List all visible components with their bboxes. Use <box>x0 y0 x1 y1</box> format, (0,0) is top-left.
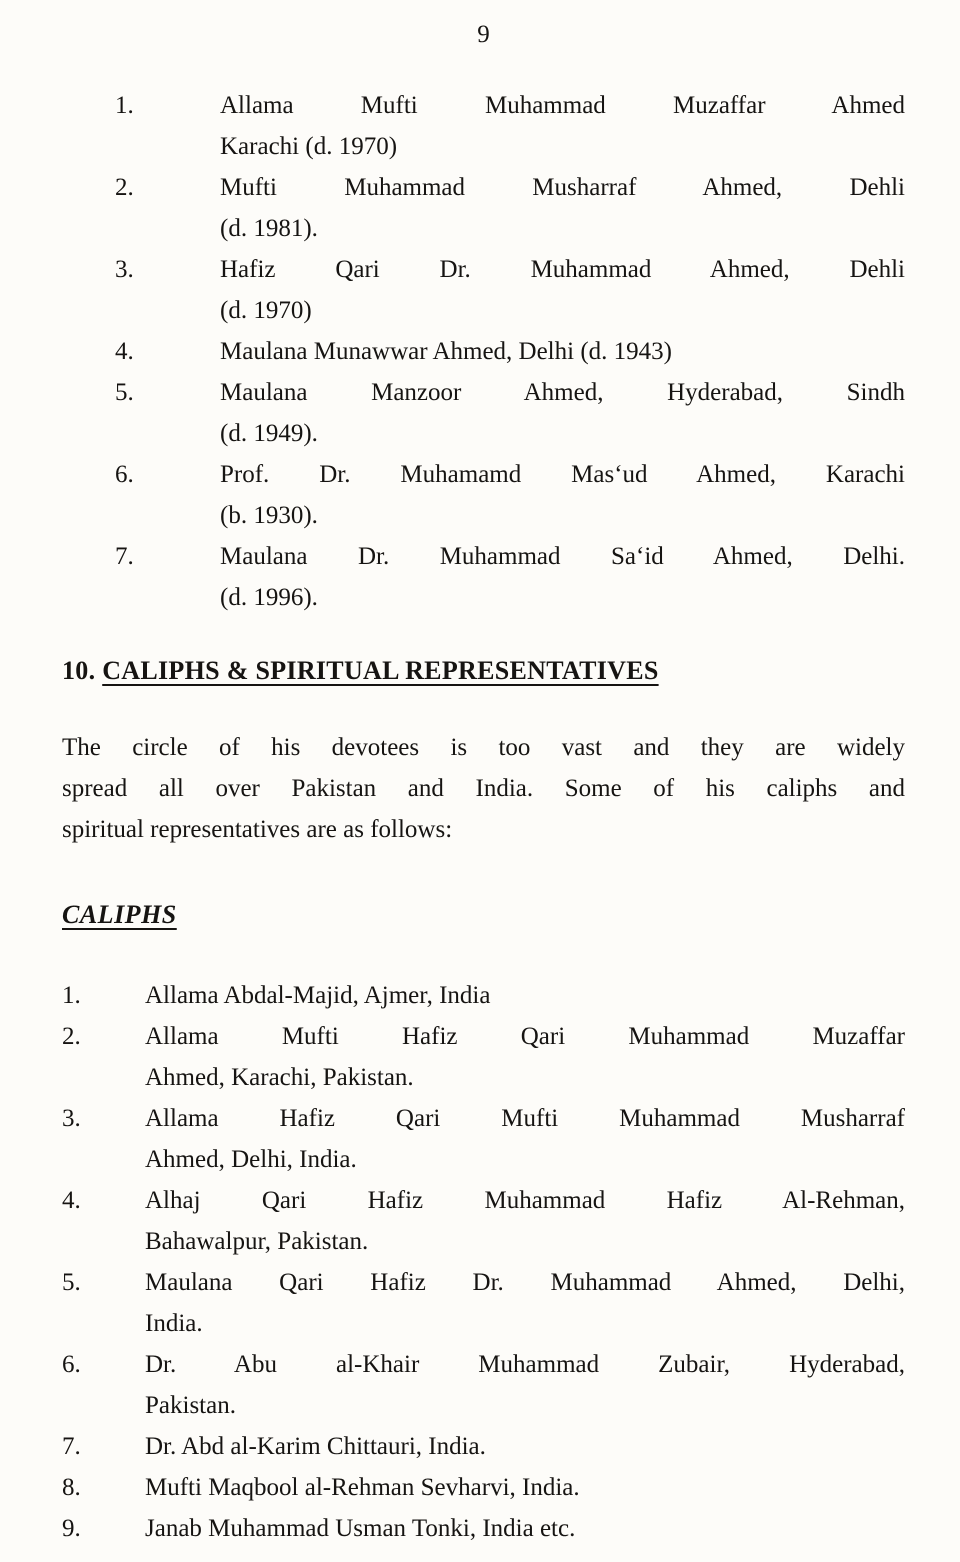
list-item-number: 6. <box>62 1351 81 1378</box>
text-line: Ahmed, Delhi, India. <box>145 1146 357 1173</box>
list-item-number: 3. <box>115 256 134 283</box>
predecessors-list <box>115 85 905 618</box>
text-line: Maulana Dr. Muhammad Sa‘id Ahmed, Delhi. <box>220 543 905 570</box>
list-item-number: 4. <box>62 1187 81 1214</box>
list-item-number: 2. <box>115 174 134 201</box>
list-item-text <box>220 454 905 536</box>
list-item <box>115 249 905 331</box>
list-item-number: 7. <box>62 1433 81 1460</box>
list-item-number: 9. <box>62 1515 81 1542</box>
list-item-text <box>145 1508 905 1549</box>
section-heading <box>62 650 905 691</box>
list-item-text <box>145 1262 905 1344</box>
list-item-number: 1. <box>62 982 81 1009</box>
page-number: 9 <box>477 21 490 48</box>
list-item-text <box>145 1467 905 1508</box>
list-item <box>62 1180 905 1262</box>
text-line: Maulana Manzoor Ahmed, Hyderabad, Sindh <box>220 379 905 406</box>
list-item <box>115 536 905 618</box>
list-item <box>115 167 905 249</box>
list-item-number: 5. <box>62 1269 81 1296</box>
list-item <box>62 1016 905 1098</box>
text-line: Maulana Munawwar Ahmed, Delhi (d. 1943) <box>220 338 672 365</box>
text-line: Bahawalpur, Pakistan. <box>145 1228 369 1255</box>
text-line: Ahmed, Karachi, Pakistan. <box>145 1064 414 1091</box>
list-item-text <box>220 372 905 454</box>
text-line: (d. 1970) <box>220 297 312 324</box>
list-item-text <box>145 1426 905 1467</box>
list-item-text <box>145 1098 905 1180</box>
list-item <box>115 85 905 167</box>
list-item <box>62 1508 905 1549</box>
list-item <box>62 1262 905 1344</box>
list-item <box>115 454 905 536</box>
text-line: spread all over Pakistan and India. Some of his caliphs and <box>62 775 905 802</box>
list-item-text <box>145 1180 905 1262</box>
text-line: Allama Mufti Hafiz Qari Muhammad Muzaffar <box>145 1023 905 1050</box>
text-line: Maulana Qari Hafiz Dr. Muhammad Ahmed, Delhi, <box>145 1269 905 1296</box>
list-item-text <box>145 1344 905 1426</box>
list-item <box>62 1344 905 1426</box>
caliphs-list <box>62 975 905 1549</box>
text-line: (d. 1996). <box>220 584 318 611</box>
list-item-number: 1. <box>115 92 134 119</box>
text-line: India. <box>145 1310 203 1337</box>
text-line: Allama Abdal-Majid, Ajmer, India <box>145 982 491 1009</box>
caliphs-subheading <box>62 894 905 935</box>
text-line: Karachi (d. 1970) <box>220 133 398 160</box>
list-item <box>115 331 905 372</box>
text-line: Allama Hafiz Qari Mufti Muhammad Musharraf <box>145 1105 905 1132</box>
text-line: Janab Muhammad Usman Tonki, India etc. <box>145 1515 576 1542</box>
text-line: Allama Mufti Muhammad Muzaffar Ahmed <box>220 92 905 119</box>
text-line: Prof. Dr. Muhamamd Mas‘ud Ahmed, Karachi <box>220 461 905 488</box>
list-item-text <box>145 975 905 1016</box>
list-item <box>62 1426 905 1467</box>
section-heading-number: 10. <box>62 656 96 685</box>
list-item-text <box>220 331 905 372</box>
list-item-text <box>220 249 905 331</box>
list-item-number: 3. <box>62 1105 81 1132</box>
section-heading-title: CALIPHS & SPIRITUAL REPRESENTATIVES <box>102 656 659 685</box>
list-item-text <box>220 536 905 618</box>
text-line: Hafiz Qari Dr. Muhammad Ahmed, Dehli <box>220 256 905 283</box>
list-item-number: 4. <box>115 338 134 365</box>
list-item-number: 8. <box>62 1474 81 1501</box>
list-item <box>62 975 905 1016</box>
text-line: spiritual representatives are as follows: <box>62 816 453 843</box>
list-item-number: 6. <box>115 461 134 488</box>
list-item <box>62 1467 905 1508</box>
intro-paragraph <box>62 727 905 850</box>
text-line: The circle of his devotees is too vast and they are widely <box>62 734 905 761</box>
list-item-number: 2. <box>62 1023 81 1050</box>
list-item-text <box>220 167 905 249</box>
text-line: Mufti Muhammad Musharraf Ahmed, Dehli <box>220 174 905 201</box>
list-item-number: 5. <box>115 379 134 406</box>
text-line: (d. 1981). <box>220 215 318 242</box>
text-line: (b. 1930). <box>220 502 318 529</box>
text-line: Mufti Maqbool al-Rehman Sevharvi, India. <box>145 1474 580 1501</box>
caliphs-subheading-label: CALIPHS <box>62 900 177 929</box>
list-item-text <box>220 85 905 167</box>
text-line: (d. 1949). <box>220 420 318 447</box>
list-item-text <box>145 1016 905 1098</box>
text-line: Dr. Abu al-Khair Muhammad Zubair, Hyderabad, <box>145 1351 905 1378</box>
text-line: Alhaj Qari Hafiz Muhammad Hafiz Al-Rehman, <box>145 1187 905 1214</box>
list-item <box>115 372 905 454</box>
text-line: Dr. Abd al-Karim Chittauri, India. <box>145 1433 486 1460</box>
text-line: Pakistan. <box>145 1392 236 1419</box>
list-item-number: 7. <box>115 543 134 570</box>
list-item <box>62 1098 905 1180</box>
